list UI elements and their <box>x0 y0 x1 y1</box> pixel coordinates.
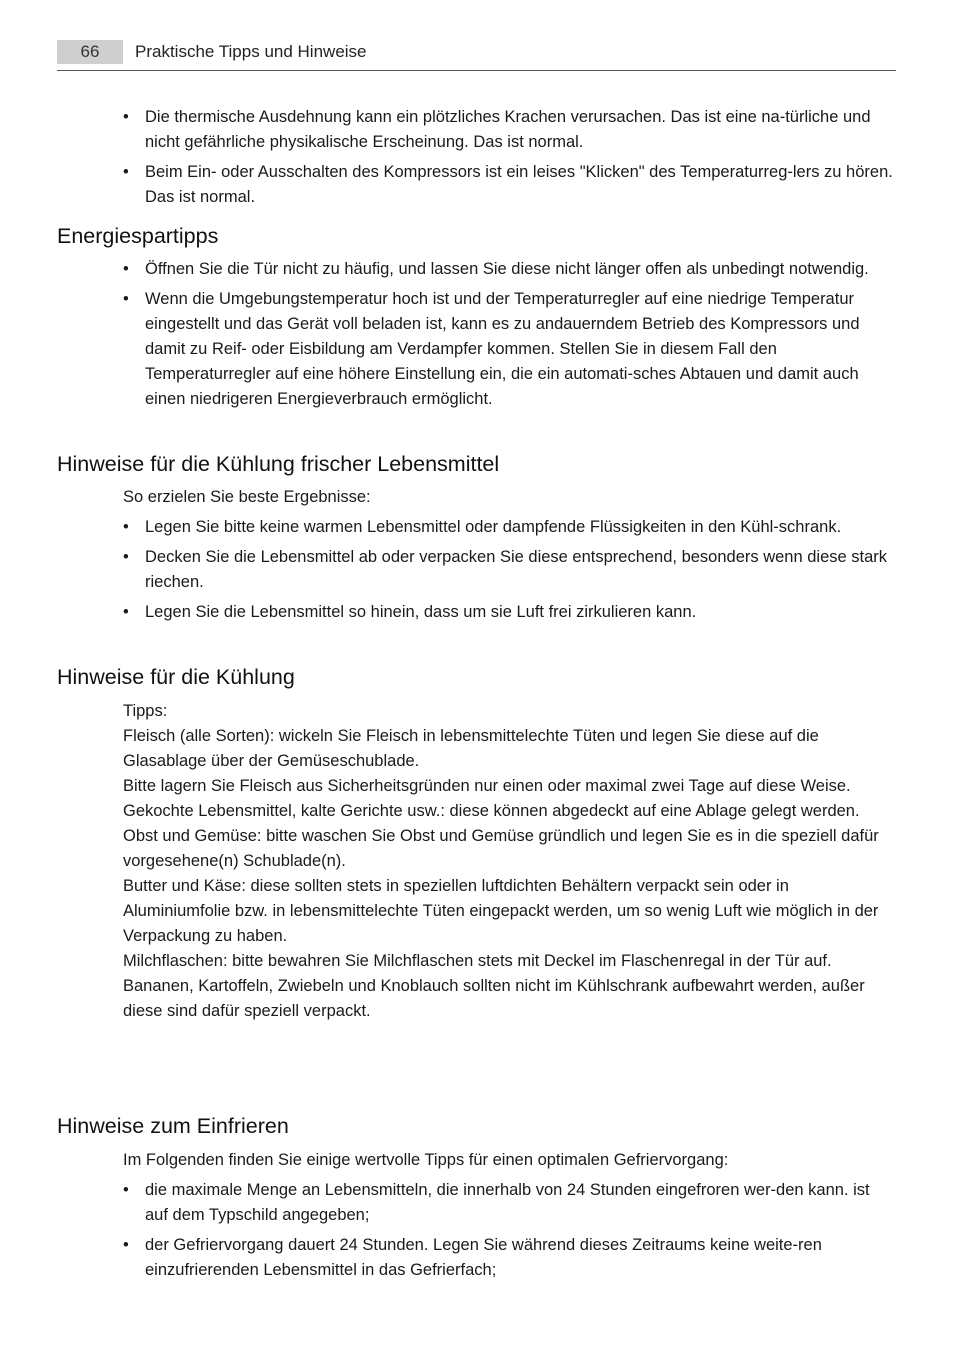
fresh-intro: So erzielen Sie beste Ergebnisse: <box>123 488 371 506</box>
section-heading-energy: Energiespartipps <box>57 224 219 248</box>
section-heading-cooling: Hinweise für die Kühlung <box>57 665 295 689</box>
tip-line: Butter und Käse: diese sollten stets in speziellen luftdichten Behältern verpackt sein oder in Aluminiumfolie bzw. in lebensmittelechte Tüten eingepackt werden, um so wenig Luft wie möglich in der Verpackung zu haben. <box>123 877 879 945</box>
section-heading-freezing: Hinweise zum Einfrieren <box>57 1114 289 1138</box>
tip-line: Fleisch (alle Sorten): wickeln Sie Fleisch in lebensmittelechte Tüten und legen Sie diese auf die Glasablage über der Gemüseschublade. <box>123 727 819 770</box>
list-item: • Wenn die Umgebungstemperatur hoch ist und der Temperaturregler auf eine niedrige Temperatur eingestellt und das Gerät voll beladen ist, kann es zu andauerndem Betrieb des Kompressors und damit zu Reif- oder Eisbildung am Verdampfer kommen. Stellen Sie in diesem Fall den Temperaturregler auf eine höhere Einstellung ein, die ein automati-sches Abtauen und damit auch einen niedrigeren Energieverbrauch ermöglicht. <box>123 287 893 412</box>
page-header <box>57 40 896 71</box>
section-heading-fresh: Hinweise für die Kühlung frischer Lebensmittel <box>57 452 500 476</box>
tip-line: Milchflaschen: bitte bewahren Sie Milchflaschen stets mit Deckel im Flaschenregal in der Tür auf. <box>123 952 832 970</box>
list-item: • die maximale Menge an Lebensmitteln, die innerhalb von 24 Stunden eingefroren wer-den kann. ist auf dem Typschild angegeben; <box>123 1178 893 1228</box>
cooling-tips <box>123 699 893 1024</box>
list-item: • Legen Sie bitte keine warmen Lebensmittel oder dampfende Flüssigkeiten in den Kühl-schrank. <box>123 515 893 540</box>
tip-line: Bitte lagern Sie Fleisch aus Sicherheitsgründen nur einen oder maximal zwei Tage auf diese Weise. <box>123 777 851 795</box>
freezing-list <box>123 1178 893 1283</box>
list-item: • der Gefriervorgang dauert 24 Stunden. Legen Sie während dieses Zeitraums keine weite-ren einzufrierenden Lebensmittel in das Gefrierfach; <box>123 1233 893 1283</box>
list-item: • Öffnen Sie die Tür nicht zu häufig, und lassen Sie diese nicht länger offen als unbedingt notwendig. <box>123 257 893 282</box>
list-item: • Beim Ein- oder Ausschalten des Kompressors ist ein leises "Klicken" des Temperaturreg-lers zu hören. Das ist normal. <box>123 160 893 210</box>
freezing-intro: Im Folgenden finden Sie einige wertvolle Tipps für einen optimalen Gefriervorgang: <box>123 1151 729 1169</box>
fresh-list <box>123 515 893 625</box>
energy-list <box>123 257 893 412</box>
tip-line: Bananen, Kartoffeln, Zwiebeln und Knoblauch sollten nicht im Kühlschrank aufbewahrt werden, außer diese sind dafür speziell verpackt. <box>123 977 865 1020</box>
tip-line: Gekochte Lebensmittel, kalte Gerichte usw.: diese können abgedeckt auf eine Ablage gelegt werden. <box>123 802 860 820</box>
tip-line: Tipps: <box>123 702 168 720</box>
list-item: • Decken Sie die Lebensmittel ab oder verpacken Sie diese entsprechend, besonders wenn diese stark riechen. <box>123 545 893 595</box>
list-item: • Die thermische Ausdehnung kann ein plötzliches Krachen verursachen. Das ist eine na-türliche und nicht gefährliche physikalische Erscheinung. Das ist normal. <box>123 105 893 155</box>
page-number: 66 <box>57 40 123 64</box>
running-title: Praktische Tipps und Hinweise <box>135 42 367 61</box>
intro-list <box>123 105 893 210</box>
list-item: • Legen Sie die Lebensmittel so hinein, dass um sie Luft frei zirkulieren kann. <box>123 600 893 625</box>
tip-line: Obst und Gemüse: bitte waschen Sie Obst und Gemüse gründlich und legen Sie es in die speziell dafür vorgesehene(n) Schublade(n). <box>123 827 879 870</box>
